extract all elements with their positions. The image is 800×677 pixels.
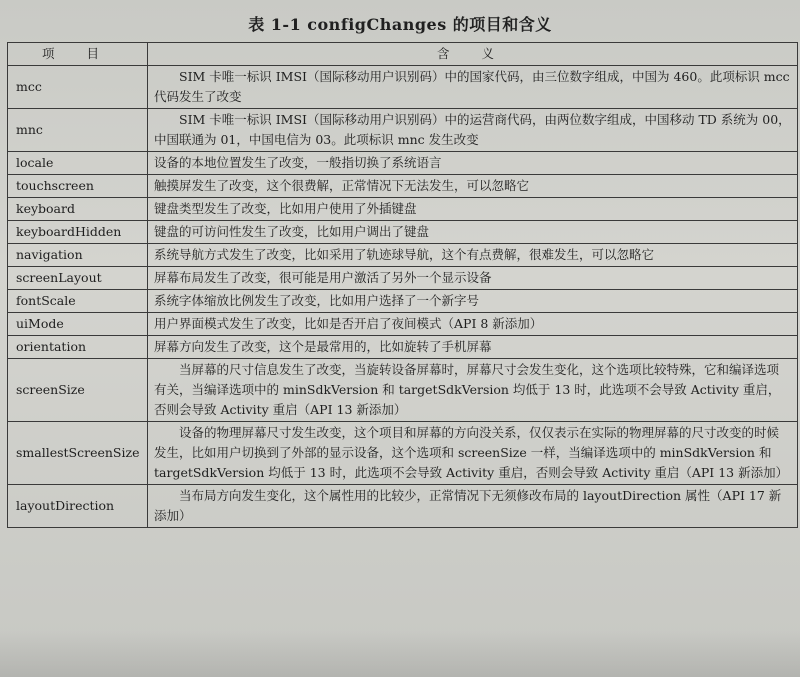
row-item: mnc (8, 109, 148, 152)
row-item: layoutDirection (8, 485, 148, 528)
table-caption: 表 1-1 configChanges 的项目和含义 (248, 15, 552, 34)
row-item: orientation (8, 336, 148, 359)
row-meaning: 设备的物理屏幕尺寸发生改变，这个项目和屏幕的方向没关系，仅仅表示在实际的物理屏幕的尺寸改变的时候发生，比如用户切换到了外部的显示设备，这个选项和 screenSize 一样，当编译选项中的 minSdkVersion 和 targetSdkVersion 均低于 13 时，此选项不会导致 Activity 重启，否则会导致 Activity 重启（API 13 新添加） (148, 422, 798, 485)
row-meaning: SIM 卡唯一标识 IMSI（国际移动用户识别码）中的国家代码，由三位数字组成，中国为 460。此项标识 mcc 代码发生了改变 (148, 66, 798, 109)
header-meaning: 含 义 (148, 43, 798, 66)
table-row (8, 422, 798, 485)
row-meaning: 键盘类型发生了改变，比如用户使用了外插键盘 (148, 198, 798, 221)
table-row (8, 267, 798, 290)
row-item: keyboard (8, 198, 148, 221)
table-row (8, 221, 798, 244)
table-header-row (8, 43, 798, 66)
row-meaning: 用户界面模式发生了改变，比如是否开启了夜间模式（API 8 新添加） (148, 313, 798, 336)
row-item: touchscreen (8, 175, 148, 198)
row-item: navigation (8, 244, 148, 267)
row-item: fontScale (8, 290, 148, 313)
row-item: screenLayout (8, 267, 148, 290)
table-row (8, 336, 798, 359)
row-item: keyboardHidden (8, 221, 148, 244)
row-meaning: 当布局方向发生变化，这个属性用的比较少，正常情况下无须修改布局的 layoutDirection 属性（API 17 新添加） (148, 485, 798, 528)
row-meaning: 屏幕方向发生了改变，这个是最常用的，比如旋转了手机屏幕 (148, 336, 798, 359)
row-item: uiMode (8, 313, 148, 336)
row-meaning: 系统导航方式发生了改变，比如采用了轨迹球导航，这个有点费解，很难发生，可以忽略它 (148, 244, 798, 267)
table-row (8, 175, 798, 198)
row-item: smallestScreenSize (8, 422, 148, 485)
header-item: 项 目 (8, 43, 148, 66)
page-shadow (0, 630, 800, 677)
table-row (8, 109, 798, 152)
config-changes-table (7, 42, 798, 528)
table-row (8, 290, 798, 313)
row-meaning: 屏幕布局发生了改变，很可能是用户激活了另外一个显示设备 (148, 267, 798, 290)
row-meaning: 键盘的可访问性发生了改变，比如用户调出了键盘 (148, 221, 798, 244)
row-item: mcc (8, 66, 148, 109)
row-meaning: 系统字体缩放比例发生了改变，比如用户选择了一个新字号 (148, 290, 798, 313)
row-item: locale (8, 152, 148, 175)
table-row (8, 359, 798, 422)
table-row (8, 198, 798, 221)
table-row (8, 152, 798, 175)
row-item: screenSize (8, 359, 148, 422)
table-row (8, 244, 798, 267)
row-meaning: SIM 卡唯一标识 IMSI（国际移动用户识别码）中的运营商代码，由两位数字组成，中国移动 TD 系统为 00，中国联通为 01，中国电信为 03。此项标识 mnc 发生改变 (148, 109, 798, 152)
row-meaning: 当屏幕的尺寸信息发生了改变，当旋转设备屏幕时，屏幕尺寸会发生变化，这个选项比较特殊，它和编译选项有关，当编译选项中的 minSdkVersion 和 targetSdkVersion 均低于 13 时，此选项不会导致 Activity 重启，否则会导致 Activity 重启（API 13 新添加） (148, 359, 798, 422)
row-meaning: 设备的本地位置发生了改变，一般指切换了系统语言 (148, 152, 798, 175)
row-meaning: 触摸屏发生了改变，这个很费解，正常情况下无法发生，可以忽略它 (148, 175, 798, 198)
table-row (8, 485, 798, 528)
table-row (8, 66, 798, 109)
table-row (8, 313, 798, 336)
